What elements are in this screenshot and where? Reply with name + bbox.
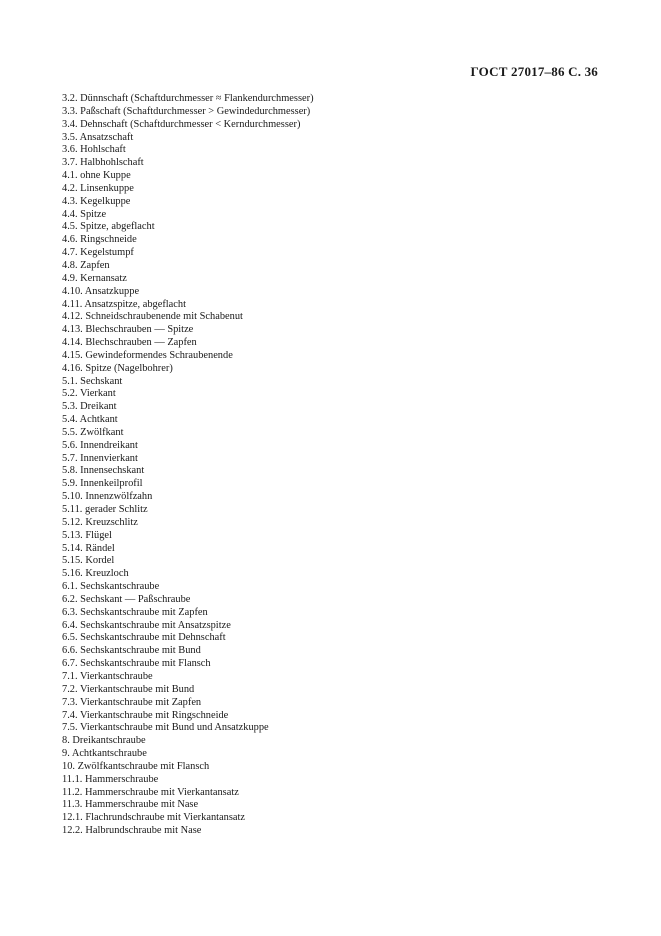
term-item: 5.11. gerader Schlitz xyxy=(62,504,148,515)
term-item: 4.11. Ansatzspitze, abgeflacht xyxy=(62,298,186,310)
term-item: 4.7. Kegelstumpf xyxy=(62,247,134,259)
term-item: 4.13. Blechschrauben — Spitze xyxy=(62,324,194,336)
term-item: 5.15. Kordel xyxy=(62,555,115,567)
term-item: 3.4. Dehnschaft (Schaftdurchmesser < Kerndurchmesser) xyxy=(62,118,301,130)
term-item: 4.2. Linsenkuppe xyxy=(62,182,134,194)
term-item: 5.2. Vierkant xyxy=(62,388,116,400)
term-item: 11.3. Hammerschraube mit Nase xyxy=(62,799,199,811)
term-item: 4.14. Blechschrauben — Zapfen xyxy=(62,337,197,349)
term-item: 5.5. Zwölfkant xyxy=(62,426,124,438)
term-item: 3.2. Dünnschaft (Schaftdurchmesser ≈ Flankendurchmesser) xyxy=(62,93,314,104)
term-item: 12.1. Flachrundschraube mit Vierkantansatz xyxy=(62,812,245,824)
term-item: 5.16. Kreuzloch xyxy=(62,568,129,580)
term-item: 11.1. Hammerschraube xyxy=(62,773,159,785)
term-item: 6.3. Sechskantschraube mit Zapfen xyxy=(62,606,208,618)
term-item: 5.3. Dreikant xyxy=(62,401,117,413)
term-item: 7.4. Vierkantschraube mit Ringschneide xyxy=(62,709,229,721)
term-item: 3.3. Paßschaft (Schaftdurchmesser > Gewindedurchmesser) xyxy=(62,105,311,117)
term-item: 4.4. Spitze xyxy=(62,208,107,220)
term-item: 4.9. Kernansatz xyxy=(62,272,127,284)
term-item: 5.1. Sechskant xyxy=(62,375,123,387)
term-item: 6.2. Sechskant — Paßschraube xyxy=(62,593,191,605)
term-item: 4.5. Spitze, abgeflacht xyxy=(62,221,155,233)
term-item: 4.10. Ansatzkuppe xyxy=(62,285,140,297)
page-header: ГОСТ 27017–86 С. 36 xyxy=(470,64,598,79)
term-item: 4.15. Gewindeformendes Schraubenende xyxy=(62,349,233,361)
term-item: 5.10. Innenzwölfzahn xyxy=(62,491,153,503)
term-item: 5.12. Kreuzschlitz xyxy=(62,516,138,528)
term-item: 5.6. Innendreikant xyxy=(62,439,138,451)
term-item: 3.7. Halbhohlschaft xyxy=(62,157,144,169)
term-item: 6.5. Sechskantschraube mit Dehnschaft xyxy=(62,632,226,644)
term-item: 6.4. Sechskantschraube mit Ansatzspitze xyxy=(62,619,231,631)
term-item: 6.6. Sechskantschraube mit Bund xyxy=(62,645,201,657)
term-item: 10. Zwölfkantschraube mit Flansch xyxy=(62,760,210,772)
term-item: 3.5. Ansatzschaft xyxy=(62,131,134,143)
term-item: 12.2. Halbrundschraube mit Nase xyxy=(62,825,202,837)
term-item: 5.9. Innenkeilprofil xyxy=(62,478,143,490)
term-item: 5.13. Flügel xyxy=(62,529,112,541)
term-item: 5.4. Achtkant xyxy=(62,414,118,426)
term-item: 6.7. Sechskantschraube mit Flansch xyxy=(62,658,211,670)
term-item: 4.12. Schneidschraubenende mit Schabenut xyxy=(62,311,243,323)
term-item: 4.16. Spitze (Nagelbohrer) xyxy=(62,362,173,374)
term-item: 3.6. Hohlschaft xyxy=(62,144,126,156)
term-item: 6.1. Sechskantschraube xyxy=(62,581,160,593)
term-item: 9. Achtkantschraube xyxy=(62,748,147,760)
term-item: 4.6. Ringschneide xyxy=(62,234,137,246)
term-item: 7.1. Vierkantschraube xyxy=(62,670,153,682)
term-item: 8. Dreikantschraube xyxy=(62,735,146,747)
term-item: 5.7. Innenvierkant xyxy=(62,452,138,464)
term-item: 4.1. ohne Kuppe xyxy=(62,170,131,182)
term-item: 5.14. Rändel xyxy=(62,542,115,554)
term-item: 7.2. Vierkantschraube mit Bund xyxy=(62,683,195,695)
term-item: 4.3. Kegelkuppe xyxy=(62,195,131,207)
term-list xyxy=(62,93,314,838)
term-item: 5.8. Innensechskant xyxy=(62,465,145,477)
term-item: 7.3. Vierkantschraube mit Zapfen xyxy=(62,696,202,708)
term-item: 7.5. Vierkantschraube mit Bund und Ansatzkuppe xyxy=(62,722,269,734)
term-item: 4.8. Zapfen xyxy=(62,259,110,271)
term-item: 11.2. Hammerschraube mit Vierkantansatz xyxy=(62,786,239,798)
